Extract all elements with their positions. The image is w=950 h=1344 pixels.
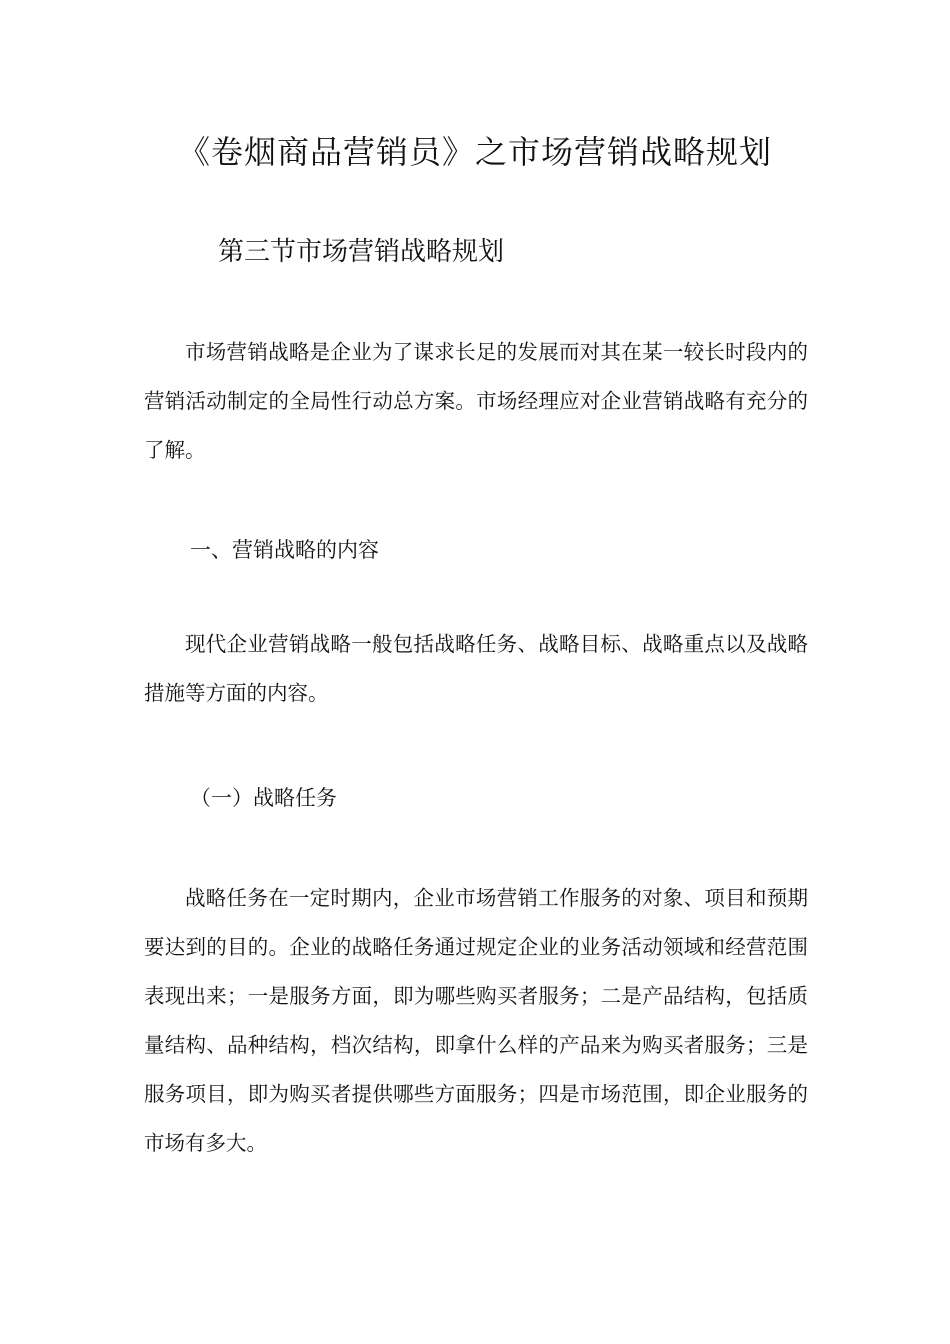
paragraph-strategic-task: 战略任务在一定时期内，企业市场营销工作服务的对象、项目和预期要达到的目的。企业的战略任务通过规定企业的业务活动领域和经营范围表现出来；一是服务方面，即为哪些购买者服务；二是产品结构，包括质量结构、品种结构，档次结构，即拿什么样的产品来为购买者服务；三是服务项目，即为购买者提供哪些方面服务；四是市场范围，即企业服务的市场有多大。 <box>144 886 808 1155</box>
heading-strategy-content: 一、营销战略的内容 <box>190 538 379 562</box>
heading-strategic-task: （一）战略任务 <box>190 786 337 810</box>
section-title: 第三节市场营销战略规划 <box>218 237 505 267</box>
document-title: 《卷烟商品营销员》之市场营销战略规划 <box>177 133 772 171</box>
paragraph-intro: 市场营销战略是企业为了谋求长足的发展而对其在某一较长时段内的营销活动制定的全局性行动总方案。市场经理应对企业营销战略有充分的了解。 <box>144 340 808 462</box>
paragraph-strategy-content: 现代企业营销战略一般包括战略任务、战略目标、战略重点以及战略措施等方面的内容。 <box>144 632 808 705</box>
